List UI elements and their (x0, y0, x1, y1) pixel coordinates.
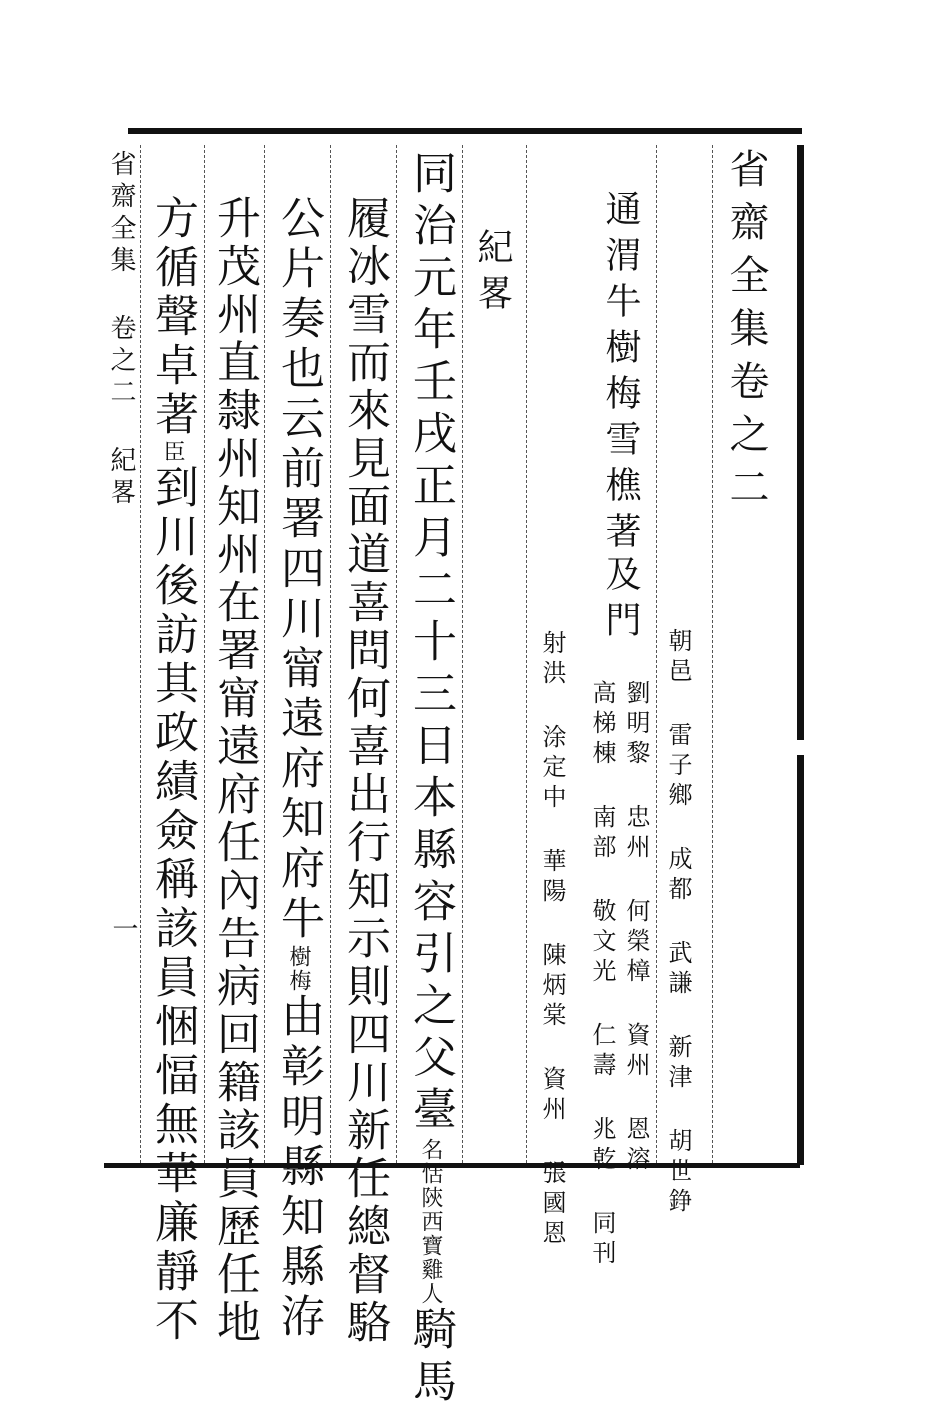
text-column-1-end: 騎馬 (405, 1306, 456, 1410)
text-column-5-note: 臣 (160, 440, 185, 464)
column-divider (264, 145, 265, 1163)
text-column-4: 升茂州直隸州知州在署甯遠府任內告病回籍該員歷任地 (209, 195, 260, 1347)
text-column-3-note: 樹梅 (286, 945, 311, 993)
text-column-3-end: 由彰明縣知縣洊 (273, 993, 324, 1343)
text-column-1-main: 同治元年壬戌正月二十三日本縣容引之父臺 (405, 150, 456, 1138)
column-divider (204, 145, 205, 1163)
column-divider (712, 145, 713, 1163)
column-divider (396, 145, 397, 1163)
author-line: 通渭牛樹梅雪樵著 (600, 190, 641, 558)
column-divider (462, 145, 463, 1163)
student-column-1: 朝邑 雷子鄉 成都 武謙 新津 胡世錚 (664, 628, 692, 1218)
student-column-2: 劉明黎 忠州 何榮樟 資州 恩溶 (622, 680, 650, 1176)
student-column-4: 射洪 涂定中 華陽 陳炳棠 資州 張國恩 (538, 630, 566, 1250)
folio-number: 一 (108, 915, 138, 947)
right-border-lower (797, 755, 804, 1165)
text-column-3 (273, 195, 324, 1343)
student-column-3: 高梯棟 南部 敬文光 仁壽 兆乾 同刊 (588, 680, 616, 1270)
students-label: 及門 (600, 555, 641, 647)
edge-label: 省齋全集 卷之二 紀畧 (106, 150, 136, 510)
column-divider (656, 145, 657, 1163)
text-column-5-end: 到川後訪其政績僉稱該員悃愊無華廉靜不 (147, 464, 198, 1346)
text-column-2: 履冰雪而來見面道喜問何喜出行知示則四川新任總督駱 (339, 195, 390, 1347)
right-border (797, 145, 804, 740)
text-column-5 (147, 195, 198, 1346)
column-divider (526, 145, 527, 1163)
top-border (128, 128, 802, 134)
text-column-3-main: 公片奏也云前署四川甯遠府知府牛 (273, 195, 324, 945)
column-divider (140, 145, 141, 1163)
text-column-5-main: 方循聲卓著 (147, 195, 198, 440)
text-column-1 (405, 150, 456, 1410)
column-divider (330, 145, 331, 1163)
book-title: 省齋全集卷之二 (723, 148, 769, 519)
text-column-1-note: 名恬陝西寶雞人 (418, 1138, 443, 1306)
section-title: 紀畧 (472, 228, 513, 320)
